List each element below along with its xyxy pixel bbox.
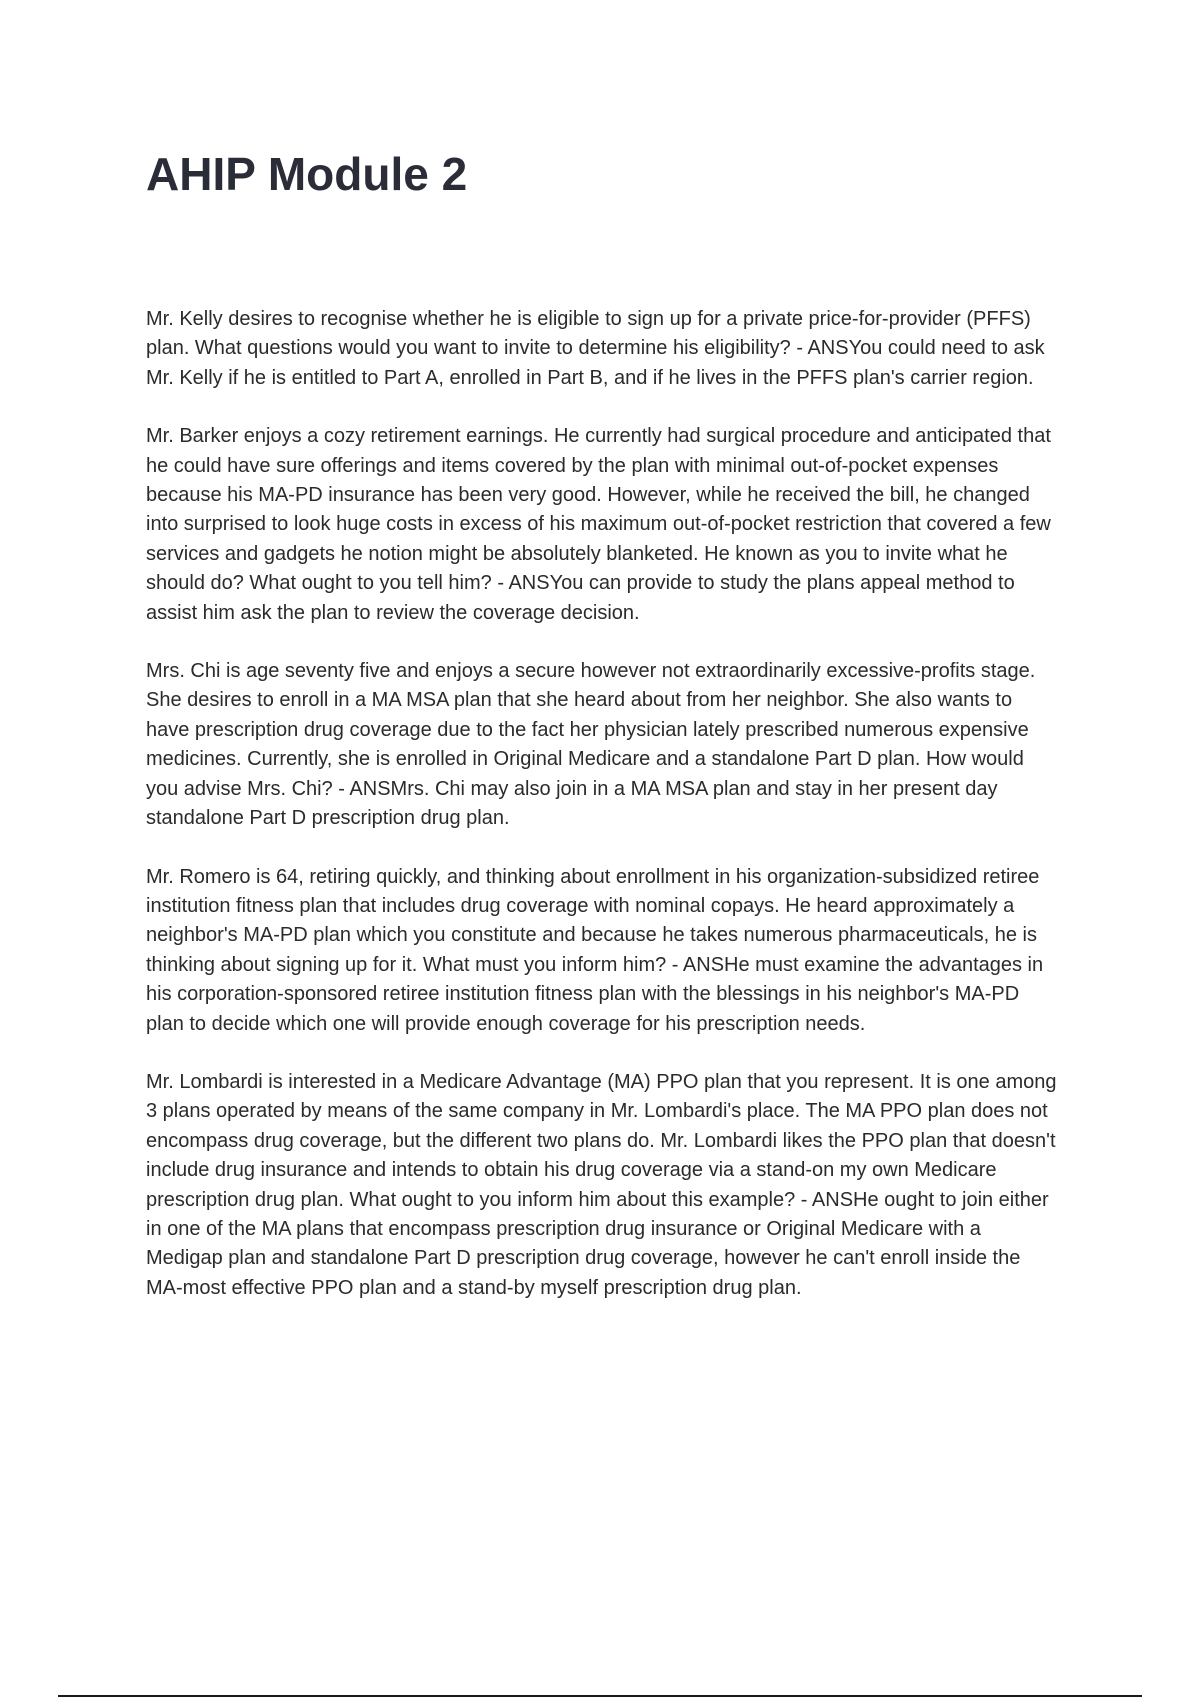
qa-entry-lombardi: Mr. Lombardi is interested in a Medicare Advantage (MA) PPO plan that you represent. It is one among 3 plans operated by means of the same company in Mr. Lombardi's place. The MA PPO plan does not encompass drug coverage, but the different two plans do. Mr. Lombardi likes the PPO plan that doesn't include drug insurance and intends to obtain his drug coverage via a stand-on my own Medicare prescription drug plan. What ought to you inform him about this example? - ANSHe ought to join either in one of the MA plans that encompass prescription drug insurance or Original Medicare with a Medigap plan and standalone Part D prescription drug coverage, however he can't enroll inside the MA-most effective PPO plan and a stand-by myself prescription drug plan. <box>146 1070 1057 1299</box>
document-body <box>146 305 1058 1332</box>
page-bottom-divider <box>58 1695 1142 1697</box>
qa-entry-chi: Mrs. Chi is age seventy five and enjoys a secure however not extraordinarily excessive-profits stage. She desires to enroll in a MA MSA plan that she heard about from her neighbor. She also wants to have prescription drug coverage due to the fact her physician lately prescribed numerous expensive medicines. Currently, she is enrolled in Original Medicare and a standalone Part D plan. How would you advise Mrs. Chi? - ANSMrs. Chi may also join in a MA MSA plan and stay in her present day standalone Part D prescription drug plan. <box>146 660 1036 830</box>
qa-entry-kelly: Mr. Kelly desires to recognise whether he is eligible to sign up for a private price-for-provider (PFFS) plan. What questions would you want to invite to determine his eligibility? - ANSYou could need to ask Mr. Kelly if he is entitled to Part A, enrolled in Part B, and if he lives in the PFFS plan's carrier region. <box>146 308 1045 389</box>
qa-entry-romero: Mr. Romero is 64, retiring quickly, and thinking about enrollment in his organization-subsidized retiree institution fitness plan that includes drug coverage with nominal copays. He heard approximately a neighbor's MA-PD plan which you constitute and because he takes numerous pharmaceuticals, he is thinking about signing up for it. What must you inform him? - ANSHe must examine the advantages in his corporation-sponsored retiree institution fitness plan with the blessings in his neighbor's MA-PD plan to decide which one will provide enough coverage for his prescription needs. <box>146 865 1044 1035</box>
page-title: AHIP Module 2 <box>146 148 468 200</box>
qa-entry-barker: Mr. Barker enjoys a cozy retirement earnings. He currently had surgical procedure and anticipated that he could have sure offerings and items covered by the plan with minimal out-of-pocket expenses because his MA-PD insurance has been very good. However, while he received the bill, he changed into surprised to look huge costs in excess of his maximum out-of-pocket restriction that covered a few services and gadgets he notion might be absolutely blanketed. He known as you to invite what he should do? What ought to you tell him? - ANSYou can provide to study the plans appeal method to assist him ask the plan to review the coverage decision. <box>146 425 1051 624</box>
